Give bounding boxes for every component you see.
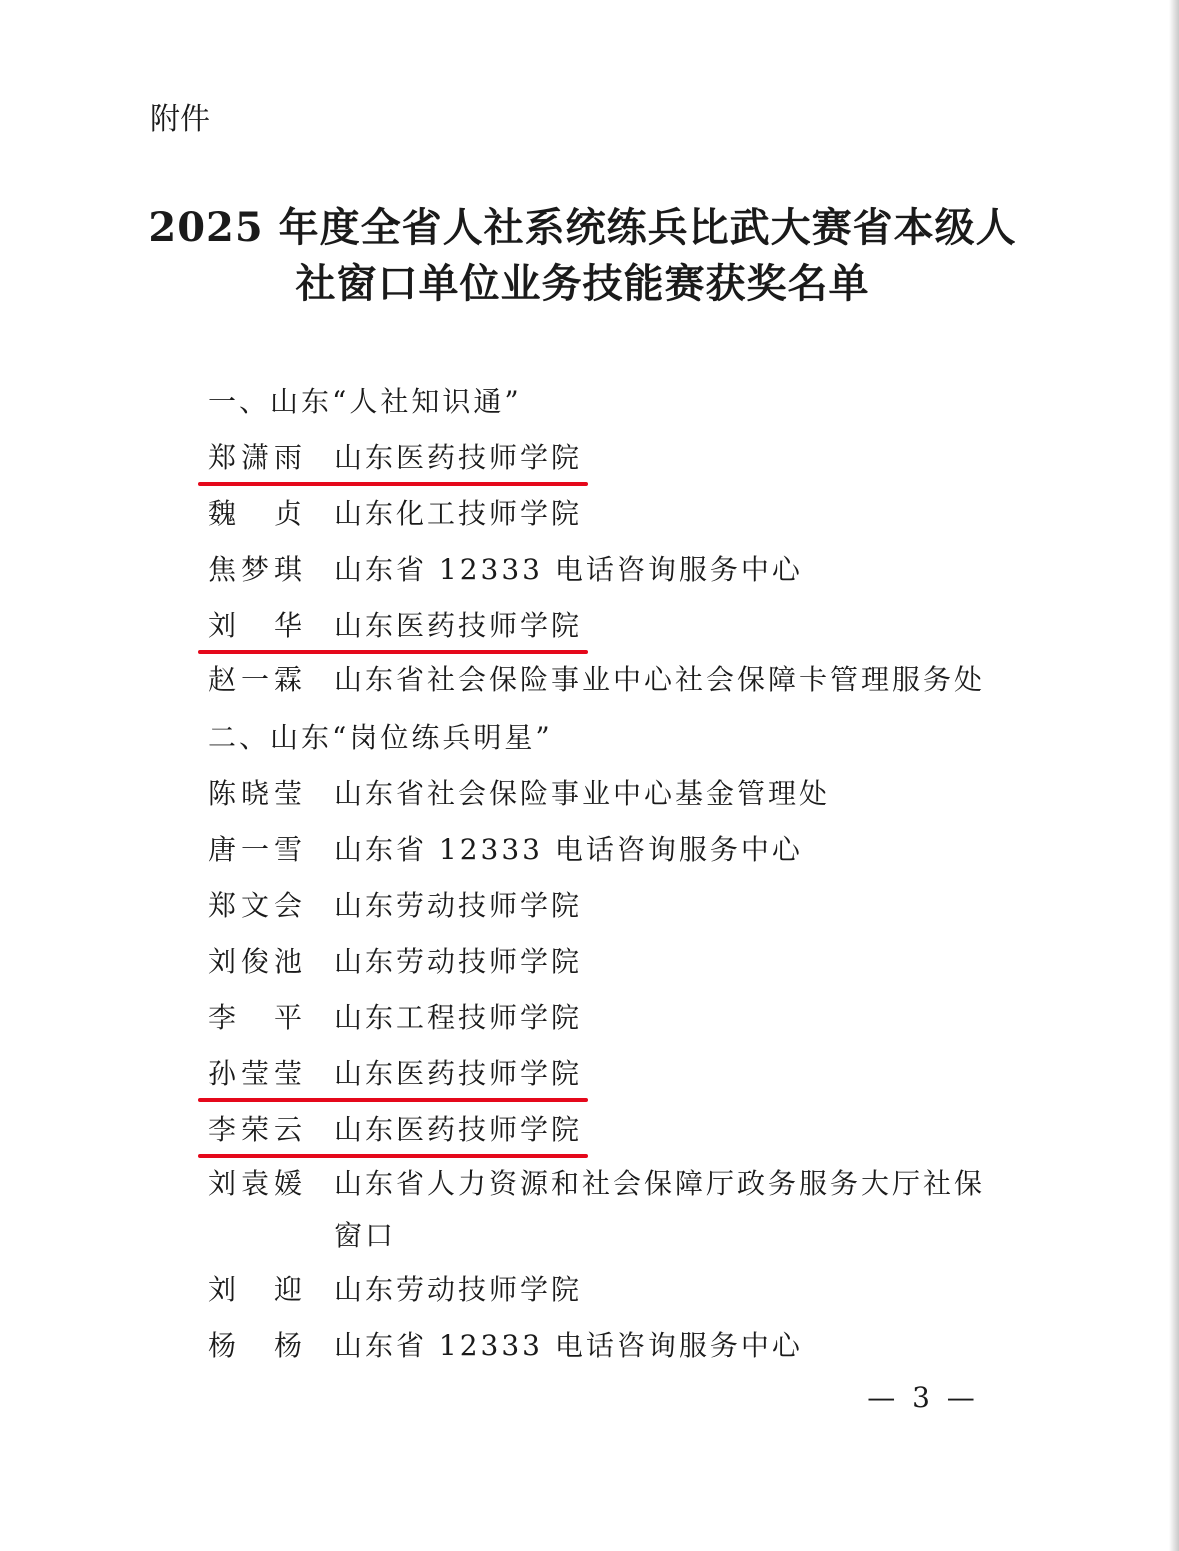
name-char: 魏 <box>208 497 239 530</box>
name-char: 晓 <box>240 777 271 810</box>
person-unit: 山东医药技师学院 <box>334 1057 583 1090</box>
name-char: 袁 <box>240 1167 271 1200</box>
list-item-highlighted <box>208 1102 1008 1158</box>
person-name <box>208 990 304 1046</box>
person-name <box>208 934 304 990</box>
person-unit: 山东劳动技师学院 <box>334 889 583 922</box>
person-unit: 山东省 12333 电话咨询服务中心 <box>334 833 803 866</box>
document-title <box>100 200 1065 312</box>
attachment-label: 附件 <box>150 102 210 137</box>
name-char: 一 <box>240 833 271 866</box>
page-number: — 3 — <box>867 1381 979 1414</box>
person-unit: 山东化工技师学院 <box>334 497 583 530</box>
name-char: 平 <box>273 1001 304 1034</box>
name-char: 赵 <box>208 663 239 696</box>
person-unit: 山东劳动技师学院 <box>334 945 583 978</box>
title-line-1: 2025 年度全省人社系统练兵比武大赛省本级人 <box>148 204 1017 251</box>
name-char: 琪 <box>273 553 304 586</box>
name-char: 李 <box>208 1113 239 1146</box>
person-name <box>208 1046 304 1102</box>
name-char: 霖 <box>273 663 304 696</box>
list-item <box>208 486 1008 542</box>
name-char: 刘 <box>208 1167 239 1200</box>
person-unit: 山东工程技师学院 <box>334 1001 583 1034</box>
person-name <box>208 430 304 486</box>
name-char: 莹 <box>273 1057 304 1090</box>
name-char: 唐 <box>208 833 239 866</box>
name-char: 会 <box>273 889 304 922</box>
name-char: 荣 <box>240 1113 271 1146</box>
person-name <box>208 542 304 598</box>
person-unit: 山东医药技师学院 <box>334 1113 583 1146</box>
name-char: 孙 <box>208 1057 239 1090</box>
list-item <box>208 934 1008 990</box>
person-name <box>208 1262 304 1318</box>
person-name <box>208 878 304 934</box>
list-item <box>208 1262 1008 1318</box>
name-char: 雨 <box>273 441 304 474</box>
section-heading: 一、山东“人社知识通” <box>208 385 522 418</box>
list-item <box>208 654 1008 710</box>
name-char: 焦 <box>208 553 239 586</box>
name-char: 郑 <box>208 441 239 474</box>
name-char: 梦 <box>240 553 271 586</box>
person-name <box>208 1318 304 1374</box>
person-unit: 山东省社会保险事业中心基金管理处 <box>334 777 831 810</box>
list-item-highlighted <box>208 598 1008 654</box>
person-unit: 山东劳动技师学院 <box>334 1273 583 1306</box>
title-line-2: 社窗口单位业务技能赛获奖名单 <box>295 260 870 307</box>
name-char: 俊 <box>240 945 271 978</box>
list-item-highlighted <box>208 430 1008 486</box>
list-item <box>208 990 1008 1046</box>
person-unit: 山东省社会保险事业中心社会保障卡管理服务处 <box>334 663 986 696</box>
section-heading: 二、山东“岗位练兵明星” <box>208 721 553 754</box>
name-char: 杨 <box>273 1329 304 1362</box>
name-char: 莹 <box>273 777 304 810</box>
list-item-highlighted <box>208 1046 1008 1102</box>
list-item <box>208 1158 1008 1262</box>
person-name <box>208 1158 304 1210</box>
award-list <box>208 374 1008 1374</box>
name-char: 一 <box>240 663 271 696</box>
page-edge-shadow <box>1169 0 1179 1551</box>
name-char: 文 <box>240 889 271 922</box>
name-char: 杨 <box>208 1329 239 1362</box>
name-char: 刘 <box>208 945 239 978</box>
name-char: 潇 <box>240 441 271 474</box>
name-char: 刘 <box>208 609 239 642</box>
name-char: 池 <box>273 945 304 978</box>
name-char: 郑 <box>208 889 239 922</box>
list-item <box>208 766 1008 822</box>
name-char: 李 <box>208 1001 239 1034</box>
person-unit: 山东省 12333 电话咨询服务中心 <box>334 553 803 586</box>
person-name <box>208 1102 304 1158</box>
person-unit: 山东省人力资源和社会保障厅政务服务大厅社保窗口 <box>334 1167 986 1252</box>
name-char: 陈 <box>208 777 239 810</box>
person-name <box>208 486 304 542</box>
person-name <box>208 766 304 822</box>
person-unit: 山东医药技师学院 <box>334 609 583 642</box>
person-unit: 山东省 12333 电话咨询服务中心 <box>334 1329 803 1362</box>
name-char: 云 <box>273 1113 304 1146</box>
person-name <box>208 598 304 654</box>
person-name <box>208 654 304 706</box>
name-char: 刘 <box>208 1273 239 1306</box>
name-char: 迎 <box>273 1273 304 1306</box>
list-item <box>208 822 1008 878</box>
name-char: 雪 <box>273 833 304 866</box>
person-name <box>208 822 304 878</box>
name-char: 莹 <box>240 1057 271 1090</box>
list-item <box>208 878 1008 934</box>
name-char: 媛 <box>273 1167 304 1200</box>
person-unit: 山东医药技师学院 <box>334 441 583 474</box>
list-item <box>208 542 1008 598</box>
list-item <box>208 1318 1008 1374</box>
name-char: 华 <box>273 609 304 642</box>
name-char: 贞 <box>273 497 304 530</box>
